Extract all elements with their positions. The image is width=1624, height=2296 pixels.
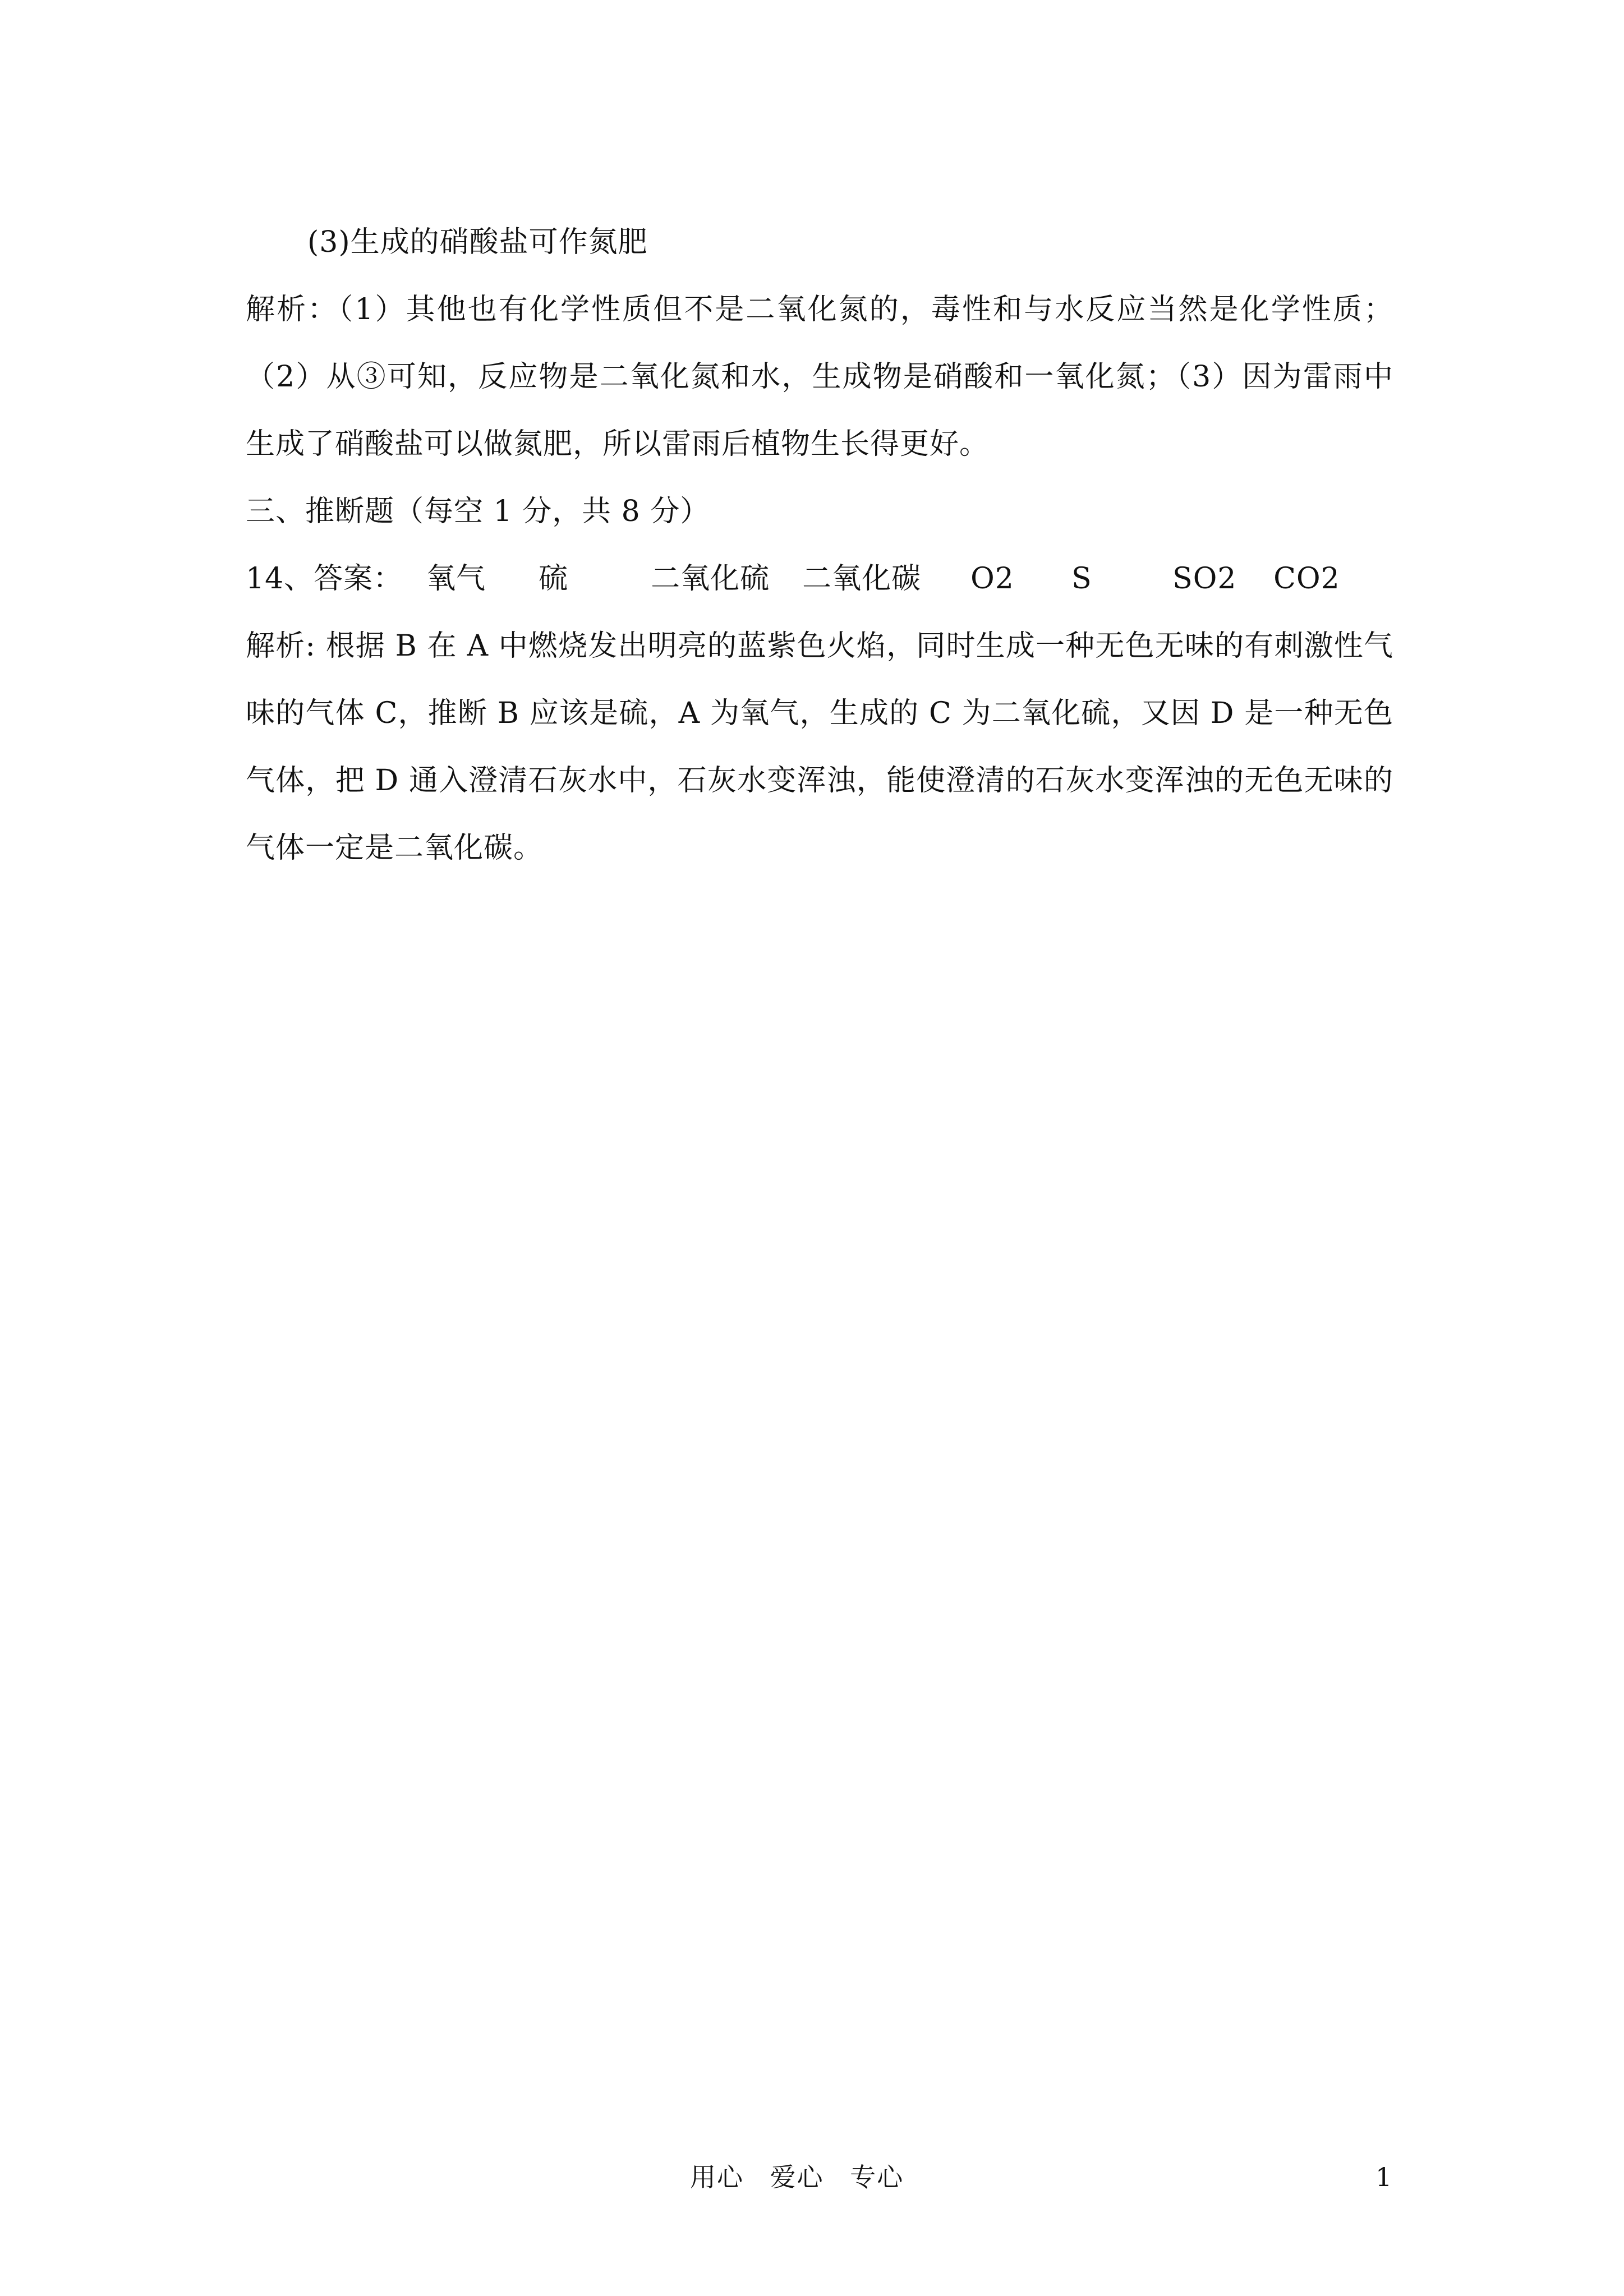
answer-item: 氧气 [426,562,486,596]
answer-item: S [1071,562,1092,596]
answer-item: CO2 [1273,562,1340,596]
answer-item: 二氧化硫 [651,562,770,596]
answer-item: O2 [970,562,1014,596]
answer-item: 二氧化碳 [802,562,922,596]
answer-item: SO2 [1172,562,1237,596]
explanation-paragraph-2: 解析: 根据 B 在 A 中燃烧发出明亮的蓝紫色火焰，同时生成一种无色无味的有刺激性气味的气体 C，推断 B 应该是硫，A 为氧气，生成的 C 为二氧化硫，又因 D 是一种无色气体，把 D 通入澄清石灰水中，石灰水变浑浊，能使澄清的石灰水变浑浊的无色无味的气体一定是二氧化碳。 [246,629,1393,865]
answer-label: 14、答案： [246,562,403,596]
answer-item: 硫 [539,562,569,596]
explanation-paragraph-1: 解析：（1）其他也有化学性质但不是二氧化氮的，毒性和与水反应当然是化学性质；（2）从③可知，反应物是二氧化氮和水，生成物是硝酸和一氧化氮；（3）因为雷雨中生成了硝酸盐可以做氮肥，所以雷雨后植物生长得更好。 [246,293,1393,461]
answer-row-14 [246,545,1393,612]
page-number: 1 [1375,2162,1392,2192]
answer-line-3: (3)生成的硝酸盐可作氮肥 [307,225,648,259]
section-heading: 三、推断题（每空 1 分，共 8 分） [246,495,710,528]
document-body [246,209,1393,882]
footer-motto: 用心 爱心 专心 [690,2162,904,2192]
